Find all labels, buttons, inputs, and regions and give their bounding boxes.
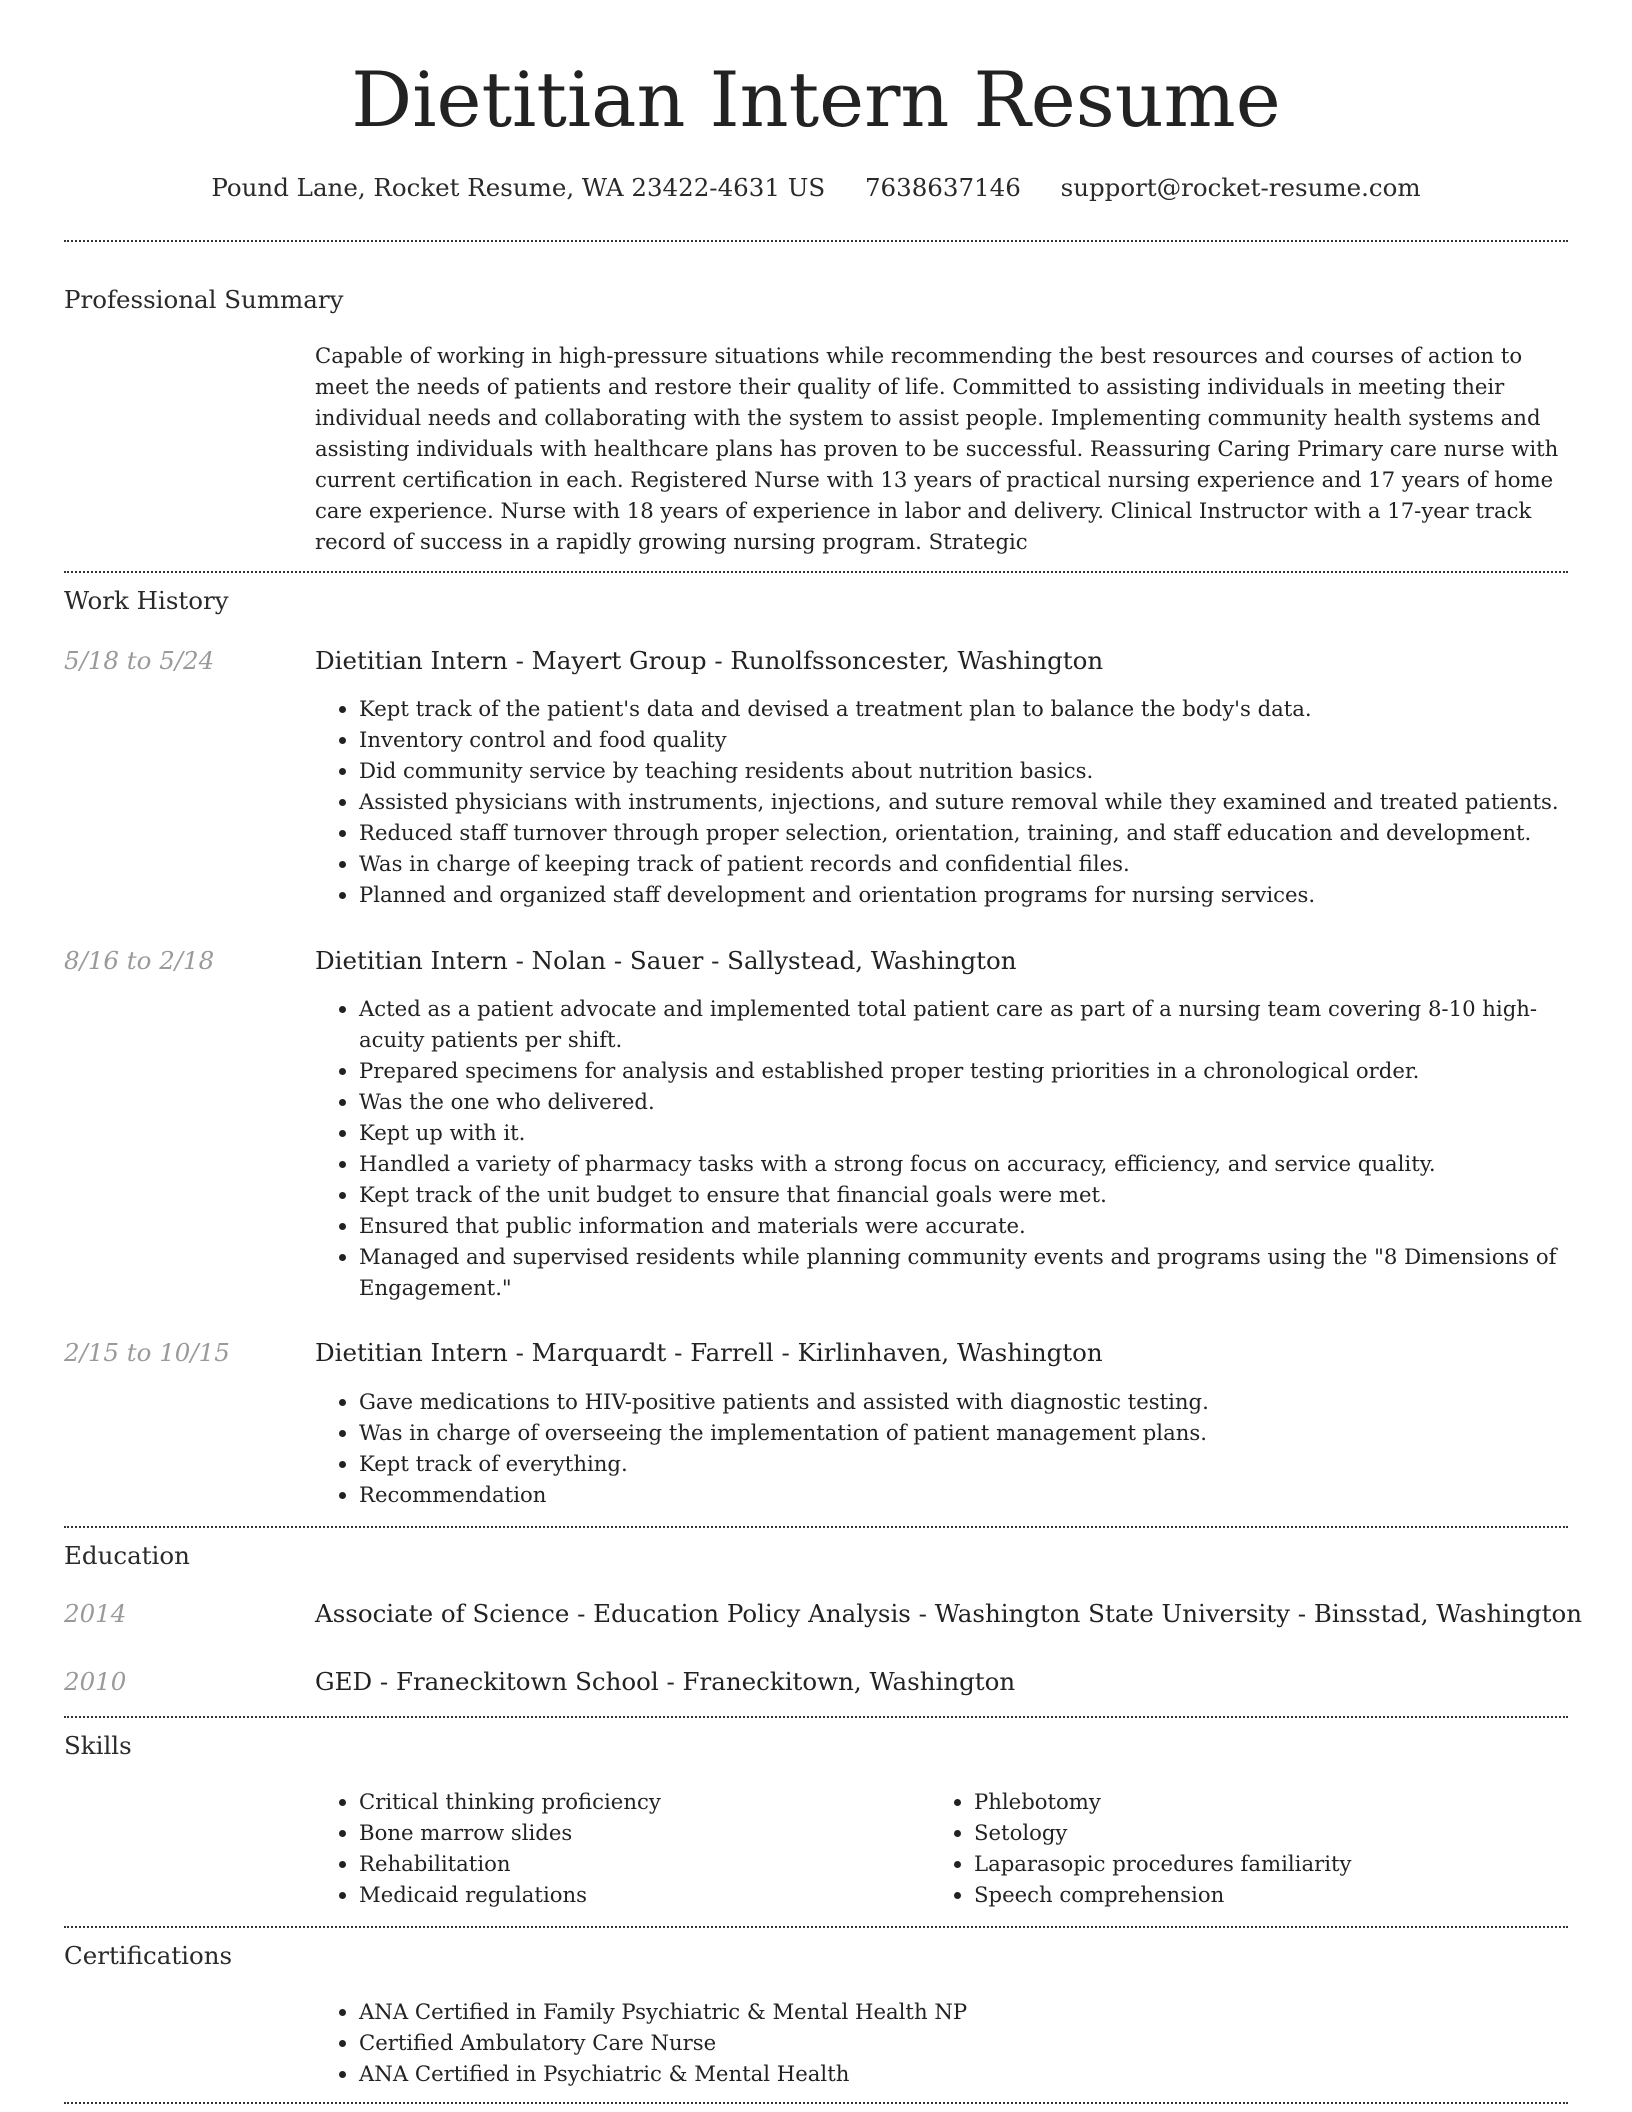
list-item: • Was in charge of keeping track of patient records and confidential files. (359, 848, 1565, 879)
contact-line (0, 170, 1632, 206)
list-item: • ANA Certified in Family Psychiatric & Mental Health NP (359, 1996, 1565, 2027)
job-bullets (315, 693, 1565, 910)
list-item: • Was the one who delivered. (359, 1086, 1565, 1117)
education-entry: Associate of Science - Education Policy Analysis - Washington State University - Binsstad, Washington (315, 1599, 1582, 1628)
list-item: • Handled a variety of pharmacy tasks with a strong focus on accuracy, efficiency, and service quality. (359, 1148, 1565, 1179)
section-title-skills: Skills (64, 1731, 132, 1760)
list-item: • Kept track of the patient's data and devised a treatment plan to balance the body's data. (359, 693, 1565, 724)
list-item: • Prepared specimens for analysis and established proper testing priorities in a chronological order. (359, 1055, 1565, 1086)
list-item: • Gave medications to HIV-positive patients and assisted with diagnostic testing. (359, 1386, 1565, 1417)
list-item: • Kept up with it. (359, 1117, 1565, 1148)
job-title: Dietitian Intern - Marquardt - Farrell - Kirlinhaven, Washington (315, 1338, 1103, 1367)
divider (64, 2102, 1568, 2104)
list-item: • Setology (974, 1817, 1490, 1848)
divider (64, 1926, 1568, 1928)
contact-phone: 7638637146 (864, 173, 1021, 202)
list-item: • Laparasopic procedures familiarity (974, 1848, 1490, 1879)
section-title-certifications: Certifications (64, 1941, 233, 1970)
list-item: • Speech comprehension (974, 1879, 1490, 1910)
list-item: • Acted as a patient advocate and implemented total patient care as part of a nursing team covering 8-10 high-acuity patients per shift. (359, 993, 1565, 1055)
resume-title: Dietitian Intern Resume (351, 55, 1281, 144)
list-item: • Kept track of the unit budget to ensure that financial goals were met. (359, 1179, 1565, 1210)
list-item: • Planned and organized staff development and orientation programs for nursing services. (359, 879, 1565, 910)
skills-list-right (930, 1786, 1490, 1910)
list-item: • Did community service by teaching residents about nutrition basics. (359, 755, 1565, 786)
summary-text: Capable of working in high-pressure situations while recommending the best resources and courses of action to meet the needs of patients and restore their quality of life. Committed to assisting individuals in meeting their individual needs and collaborating with the system to assist people. Implementing community health systems and assisting individuals with healthcare plans has proven to be successful. Reassuring Caring Primary care nurse with current certification in each. Registered Nurse with 13 years of practical nursing experience and 17 years of home care experience. Nurse with 18 years of experience in labor and delivery. Clinical Instructor with a 17-year track record of success in a rapidly growing nursing program. Strategic (315, 343, 1559, 554)
contact-address: Pound Lane, Rocket Resume, WA 23422-4631 US (211, 173, 826, 202)
job-bullets (315, 993, 1565, 1303)
list-item: • Assisted physicians with instruments, injections, and suture removal while they examined and treated patients. (359, 786, 1565, 817)
list-item: • ANA Certified in Psychiatric & Mental Health (359, 2058, 1565, 2089)
list-item: • Phlebotomy (974, 1786, 1490, 1817)
list-item: • Inventory control and food quality (359, 724, 1565, 755)
job-title: Dietitian Intern - Mayert Group - Runolfssoncester, Washington (315, 646, 1104, 675)
contact-email: support@rocket-resume.com (1060, 173, 1421, 202)
divider (64, 571, 1568, 573)
job-dates: 2/15 to 10/15 (64, 1338, 230, 1367)
skills-list-left (315, 1786, 875, 1910)
section-title-education: Education (64, 1541, 190, 1570)
list-item: • Rehabilitation (359, 1848, 875, 1879)
list-item: • Recommendation (359, 1479, 1565, 1510)
divider (64, 1716, 1568, 1718)
section-title-work: Work History (64, 586, 229, 615)
list-item: • Certified Ambulatory Care Nurse (359, 2027, 1565, 2058)
divider (64, 1526, 1568, 1528)
job-bullets (315, 1386, 1565, 1510)
education-year: 2010 (64, 1667, 127, 1696)
divider (64, 240, 1568, 242)
list-item: • Critical thinking proficiency (359, 1786, 875, 1817)
education-year: 2014 (64, 1599, 127, 1628)
list-item: • Managed and supervised residents while planning community events and programs using the "8 Dimensions of Engagement." (359, 1241, 1565, 1303)
education-entry: GED - Franeckitown School - Franeckitown, Washington (315, 1667, 1016, 1696)
list-item: • Bone marrow slides (359, 1817, 875, 1848)
list-item: • Was in charge of overseeing the implementation of patient management plans. (359, 1417, 1565, 1448)
section-title-summary: Professional Summary (64, 285, 344, 314)
job-title: Dietitian Intern - Nolan - Sauer - Sallystead, Washington (315, 946, 1017, 975)
certifications-list (315, 1996, 1565, 2089)
list-item: • Kept track of everything. (359, 1448, 1565, 1479)
job-dates: 8/16 to 2/18 (64, 946, 215, 975)
job-dates: 5/18 to 5/24 (64, 646, 215, 675)
list-item: • Ensured that public information and materials were accurate. (359, 1210, 1565, 1241)
list-item: • Medicaid regulations (359, 1879, 875, 1910)
list-item: • Reduced staff turnover through proper selection, orientation, training, and staff education and development. (359, 817, 1565, 848)
